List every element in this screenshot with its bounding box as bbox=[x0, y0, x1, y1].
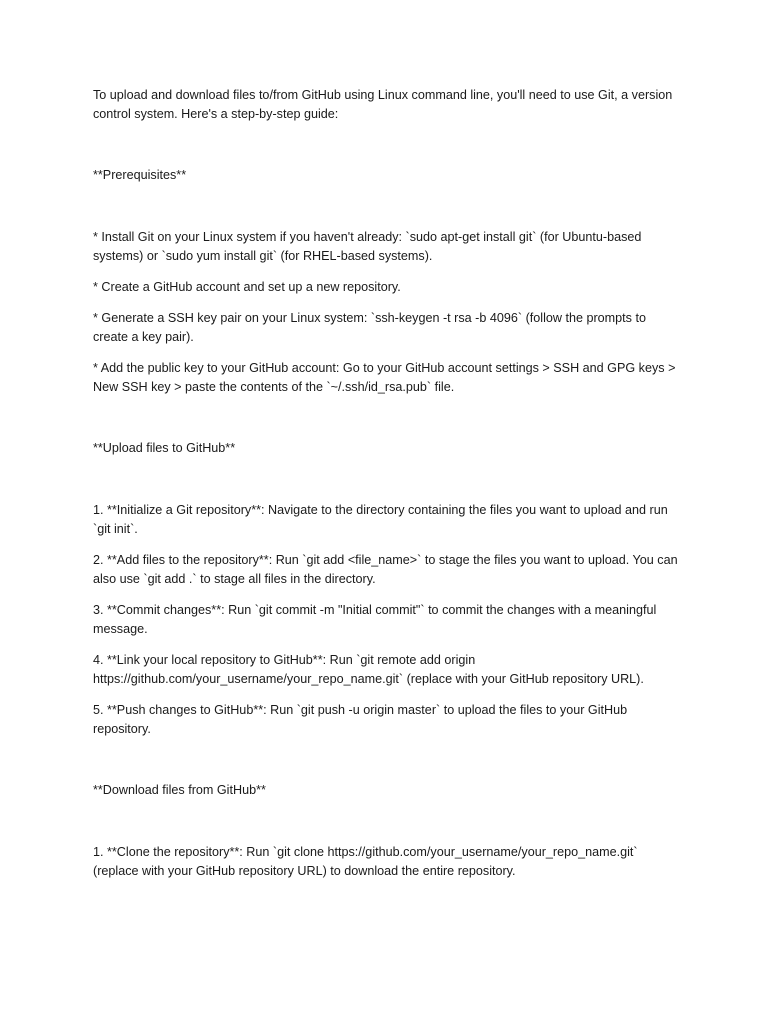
intro-paragraph: To upload and download files to/from GitHub using Linux command line, you'll need to use Git, a version control system. Here's a step-by-step guide: bbox=[93, 88, 673, 121]
prerequisite-add-public-key: * Add the public key to your GitHub account: Go to your GitHub account settings > SSH and GPG keys > New SSH key > paste the contents of the `~/.ssh/id_rsa.pub` file. bbox=[93, 361, 676, 394]
download-step-clone: 1. **Clone the repository**: Run `git clone https://github.com/your_username/your_repo_name.git` (replace with your GitHub repository URL) to download the entire repository. bbox=[93, 845, 638, 878]
prerequisite-install-git: * Install Git on your Linux system if you haven't already: `sudo apt-get install git` (for Ubuntu-based systems) or `sudo yum install git` (for RHEL-based systems). bbox=[93, 230, 642, 263]
document-body bbox=[93, 86, 683, 893]
section-heading-prerequisites: **Prerequisites** bbox=[93, 168, 187, 182]
prerequisite-github-account: * Create a GitHub account and set up a new repository. bbox=[93, 280, 401, 294]
prerequisite-ssh-keygen: * Generate a SSH key pair on your Linux system: `ssh-keygen -t rsa -b 4096` (follow the prompts to create a key pair). bbox=[93, 311, 646, 344]
upload-step-remote: 4. **Link your local repository to GitHub**: Run `git remote add origin https://github.com/your_username/your_repo_name.git` (replace with your GitHub repository URL). bbox=[93, 653, 644, 686]
upload-step-init: 1. **Initialize a Git repository**: Navigate to the directory containing the files you want to upload and run `git init`. bbox=[93, 503, 668, 536]
upload-step-push: 5. **Push changes to GitHub**: Run `git push -u origin master` to upload the files to your GitHub repository. bbox=[93, 703, 628, 736]
section-heading-upload: **Upload files to GitHub** bbox=[93, 441, 236, 455]
upload-step-commit: 3. **Commit changes**: Run `git commit -m "Initial commit"` to commit the changes with a meaningful message. bbox=[93, 603, 657, 636]
section-heading-download: **Download files from GitHub** bbox=[93, 783, 266, 797]
upload-step-add: 2. **Add files to the repository**: Run `git add <file_name>` to stage the files you want to upload. You can also use `git add .` to stage all files in the directory. bbox=[93, 553, 678, 586]
